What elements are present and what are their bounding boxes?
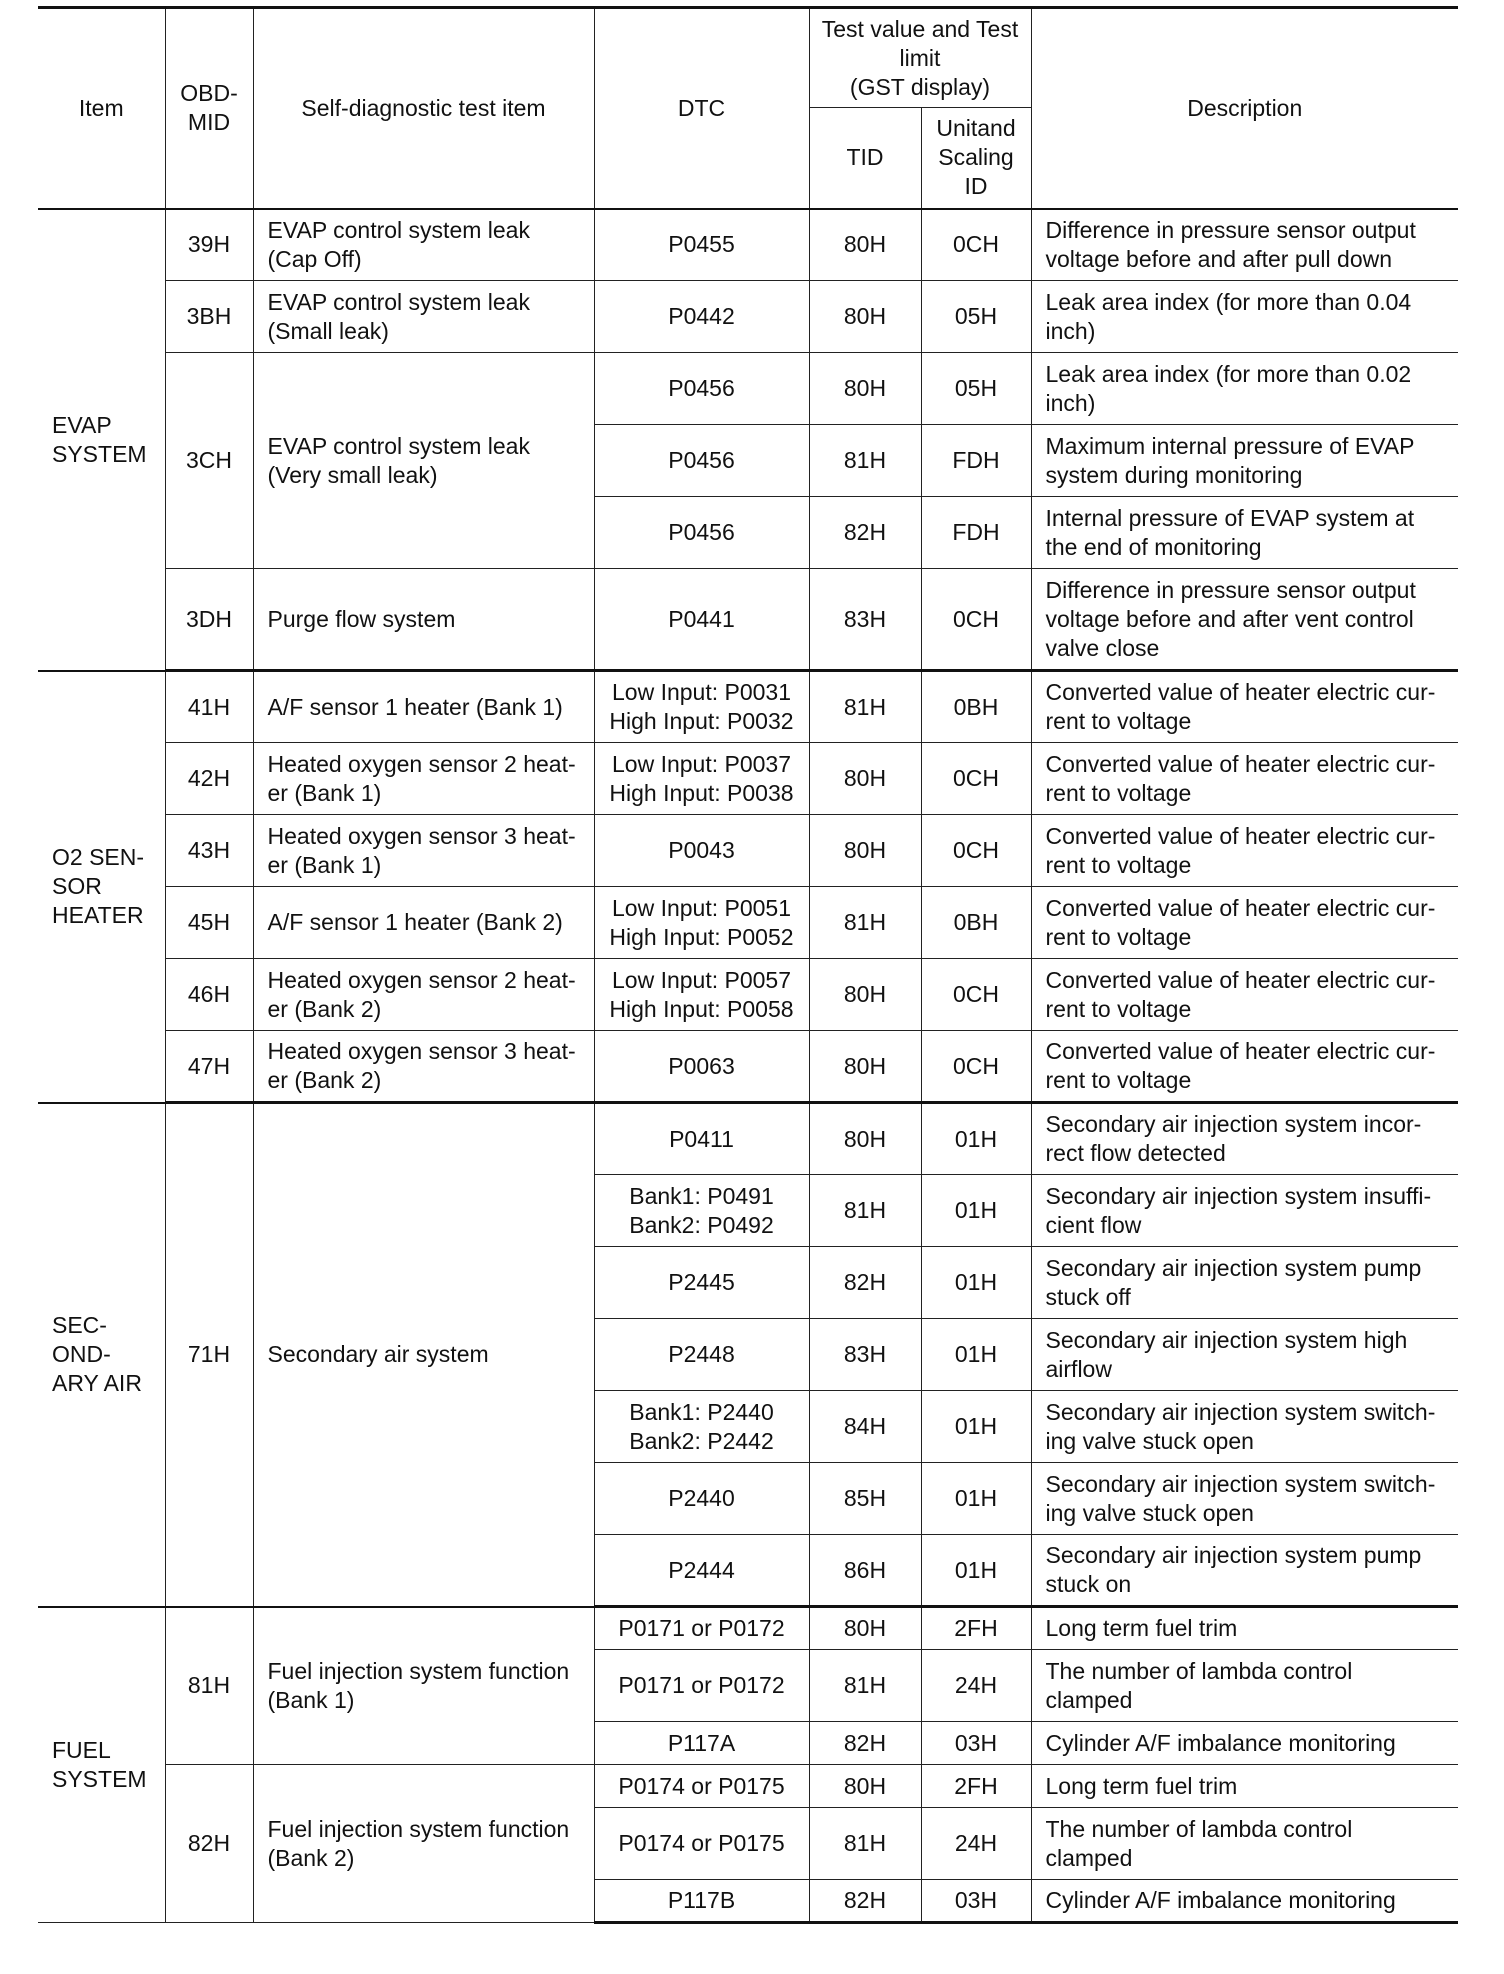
obd-mid-cell: 3CH — [165, 353, 253, 569]
dtc-cell: P2445 — [594, 1247, 809, 1319]
unit-scaling-id-cell: 0CH — [921, 569, 1031, 671]
description-cell: Secondary air injection system pump stuck on — [1031, 1535, 1458, 1607]
unit-scaling-id-cell: 01H — [921, 1535, 1031, 1607]
item-cell: SEC- OND- ARY AIR — [38, 1103, 165, 1607]
tid-cell: 83H — [809, 1319, 921, 1391]
tid-cell: 86H — [809, 1535, 921, 1607]
description-cell: Secondary air injection system pump stuck off — [1031, 1247, 1458, 1319]
unit-scaling-id-cell: 2FH — [921, 1765, 1031, 1808]
group-section — [38, 1103, 1458, 1607]
test-item-cell: Fuel injection system function (Bank 2) — [253, 1765, 594, 1923]
test-item-cell: Heated oxygen sensor 2 heat- er (Bank 1) — [253, 743, 594, 815]
dtc-cell: Low Input: P0051 High Input: P0052 — [594, 887, 809, 959]
description-cell: Difference in pressure sensor output voltage before and after pull down — [1031, 209, 1458, 281]
tid-cell: 80H — [809, 1103, 921, 1175]
obd-mid-table — [38, 6, 1458, 1924]
header-test-value: Test value and Test limit (GST display) — [809, 8, 1031, 108]
tid-cell: 80H — [809, 743, 921, 815]
description-cell: Secondary air injection system incor- rect flow detected — [1031, 1103, 1458, 1175]
dtc-cell: P0411 — [594, 1103, 809, 1175]
description-cell: Maximum internal pressure of EVAP system during monitoring — [1031, 425, 1458, 497]
unit-scaling-id-cell: 01H — [921, 1175, 1031, 1247]
tid-cell: 82H — [809, 1722, 921, 1765]
test-item-cell: EVAP control system leak (Cap Off) — [253, 209, 594, 281]
unit-scaling-id-cell: 0BH — [921, 671, 1031, 743]
obd-mid-cell: 47H — [165, 1031, 253, 1103]
dtc-cell: P0063 — [594, 1031, 809, 1103]
group-section — [38, 671, 1458, 1103]
description-cell: Long term fuel trim — [1031, 1607, 1458, 1650]
unit-scaling-id-cell: 0CH — [921, 743, 1031, 815]
test-item-cell: A/F sensor 1 heater (Bank 2) — [253, 887, 594, 959]
tid-cell: 81H — [809, 1650, 921, 1722]
table-row — [38, 281, 1458, 353]
tid-cell: 80H — [809, 1765, 921, 1808]
obd-mid-cell: 45H — [165, 887, 253, 959]
unit-scaling-id-cell: 05H — [921, 281, 1031, 353]
dtc-cell: P0456 — [594, 497, 809, 569]
table-row — [38, 959, 1458, 1031]
tid-cell: 80H — [809, 1031, 921, 1103]
dtc-cell: P0171 or P0172 — [594, 1650, 809, 1722]
obd-mid-cell: 46H — [165, 959, 253, 1031]
tid-cell: 81H — [809, 425, 921, 497]
obd-mid-cell: 82H — [165, 1765, 253, 1923]
unit-scaling-id-cell: 01H — [921, 1319, 1031, 1391]
tid-cell: 81H — [809, 1808, 921, 1880]
document-page — [38, 6, 1458, 1924]
dtc-cell: P117B — [594, 1880, 809, 1923]
table-row — [38, 815, 1458, 887]
description-cell: Cylinder A/F imbalance monitoring — [1031, 1880, 1458, 1923]
description-cell: Secondary air injection system insuffi- cient flow — [1031, 1175, 1458, 1247]
description-cell: Converted value of heater electric cur- rent to voltage — [1031, 743, 1458, 815]
test-item-cell: Heated oxygen sensor 3 heat- er (Bank 1) — [253, 815, 594, 887]
description-cell: Converted value of heater electric cur- rent to voltage — [1031, 887, 1458, 959]
dtc-cell: Low Input: P0037 High Input: P0038 — [594, 743, 809, 815]
dtc-cell: P0456 — [594, 353, 809, 425]
tid-cell: 80H — [809, 209, 921, 281]
dtc-cell: P0441 — [594, 569, 809, 671]
description-cell: Secondary air injection system switch- ing valve stuck open — [1031, 1391, 1458, 1463]
dtc-cell: P0455 — [594, 209, 809, 281]
header-self-diagnostic-test-item: Self-diagnostic test item — [253, 8, 594, 209]
header-obd-mid: OBD- MID — [165, 8, 253, 209]
unit-scaling-id-cell: 0CH — [921, 959, 1031, 1031]
unit-scaling-id-cell: 0CH — [921, 209, 1031, 281]
header-description: Description — [1031, 8, 1458, 209]
tid-cell: 81H — [809, 887, 921, 959]
table-row — [38, 671, 1458, 743]
test-item-cell: EVAP control system leak (Very small leak) — [253, 353, 594, 569]
description-cell: Long term fuel trim — [1031, 1765, 1458, 1808]
description-cell: Converted value of heater electric cur- rent to voltage — [1031, 1031, 1458, 1103]
obd-mid-cell: 3DH — [165, 569, 253, 671]
dtc-cell: P2444 — [594, 1535, 809, 1607]
test-item-cell: Purge flow system — [253, 569, 594, 671]
tid-cell: 80H — [809, 1607, 921, 1650]
unit-scaling-id-cell: 24H — [921, 1808, 1031, 1880]
description-cell: Converted value of heater electric cur- rent to voltage — [1031, 815, 1458, 887]
description-cell: Secondary air injection system switch- ing valve stuck open — [1031, 1463, 1458, 1535]
tid-cell: 85H — [809, 1463, 921, 1535]
description-cell: The number of lambda control clamped — [1031, 1650, 1458, 1722]
table-row — [38, 1607, 1458, 1650]
item-cell: EVAP SYSTEM — [38, 209, 165, 671]
table-row — [38, 1031, 1458, 1103]
table-row — [38, 569, 1458, 671]
dtc-cell: Bank1: P0491 Bank2: P0492 — [594, 1175, 809, 1247]
test-item-cell: Heated oxygen sensor 2 heat- er (Bank 2) — [253, 959, 594, 1031]
description-cell: Difference in pressure sensor output voltage before and after vent control valve close — [1031, 569, 1458, 671]
dtc-cell: P0456 — [594, 425, 809, 497]
test-item-cell: Heated oxygen sensor 3 heat- er (Bank 2) — [253, 1031, 594, 1103]
dtc-cell: P0174 or P0175 — [594, 1765, 809, 1808]
obd-mid-cell: 43H — [165, 815, 253, 887]
description-cell: Converted value of heater electric cur- rent to voltage — [1031, 671, 1458, 743]
obd-mid-cell: 81H — [165, 1607, 253, 1765]
dtc-cell: P117A — [594, 1722, 809, 1765]
description-cell: Leak area index (for more than 0.04 inch) — [1031, 281, 1458, 353]
tid-cell: 81H — [809, 671, 921, 743]
unit-scaling-id-cell: FDH — [921, 497, 1031, 569]
unit-scaling-id-cell: 0CH — [921, 815, 1031, 887]
dtc-cell: P0043 — [594, 815, 809, 887]
obd-mid-cell: 3BH — [165, 281, 253, 353]
header-tid: TID — [809, 108, 921, 209]
unit-scaling-id-cell: FDH — [921, 425, 1031, 497]
tid-cell: 80H — [809, 281, 921, 353]
tid-cell: 82H — [809, 1247, 921, 1319]
unit-scaling-id-cell: 01H — [921, 1247, 1031, 1319]
dtc-cell: Low Input: P0031 High Input: P0032 — [594, 671, 809, 743]
tid-cell: 80H — [809, 815, 921, 887]
test-item-cell: Secondary air system — [253, 1103, 594, 1607]
unit-scaling-id-cell: 01H — [921, 1463, 1031, 1535]
tid-cell: 82H — [809, 497, 921, 569]
test-item-cell: Fuel injection system function (Bank 1) — [253, 1607, 594, 1765]
description-cell: Leak area index (for more than 0.02 inch) — [1031, 353, 1458, 425]
tid-cell: 84H — [809, 1391, 921, 1463]
unit-scaling-id-cell: 0CH — [921, 1031, 1031, 1103]
tid-cell: 83H — [809, 569, 921, 671]
dtc-cell: P0171 or P0172 — [594, 1607, 809, 1650]
group-section — [38, 209, 1458, 671]
description-cell: The number of lambda control clamped — [1031, 1808, 1458, 1880]
table-row — [38, 209, 1458, 281]
tid-cell: 81H — [809, 1175, 921, 1247]
header-item: Item — [38, 8, 165, 209]
item-cell: O2 SEN- SOR HEATER — [38, 671, 165, 1103]
description-cell: Cylinder A/F imbalance monitoring — [1031, 1722, 1458, 1765]
tid-cell: 82H — [809, 1880, 921, 1923]
dtc-cell: P0174 or P0175 — [594, 1808, 809, 1880]
description-cell: Secondary air injection system high airflow — [1031, 1319, 1458, 1391]
dtc-cell: Low Input: P0057 High Input: P0058 — [594, 959, 809, 1031]
unit-scaling-id-cell: 01H — [921, 1391, 1031, 1463]
obd-mid-cell: 71H — [165, 1103, 253, 1607]
table-row — [38, 353, 1458, 425]
dtc-cell: P2448 — [594, 1319, 809, 1391]
obd-mid-cell: 42H — [165, 743, 253, 815]
tid-cell: 80H — [809, 959, 921, 1031]
unit-scaling-id-cell: 03H — [921, 1722, 1031, 1765]
table-header — [38, 8, 1458, 209]
unit-scaling-id-cell: 24H — [921, 1650, 1031, 1722]
obd-mid-cell: 39H — [165, 209, 253, 281]
dtc-cell: P2440 — [594, 1463, 809, 1535]
description-cell: Converted value of heater electric cur- rent to voltage — [1031, 959, 1458, 1031]
header-unit-scaling-id: Unitand Scaling ID — [921, 108, 1031, 209]
header-dtc: DTC — [594, 8, 809, 209]
description-cell: Internal pressure of EVAP system at the end of monitoring — [1031, 497, 1458, 569]
table-row — [38, 1103, 1458, 1175]
unit-scaling-id-cell: 2FH — [921, 1607, 1031, 1650]
obd-mid-cell: 41H — [165, 671, 253, 743]
unit-scaling-id-cell: 03H — [921, 1880, 1031, 1923]
table-row — [38, 743, 1458, 815]
table-row — [38, 1765, 1458, 1808]
table-row — [38, 887, 1458, 959]
unit-scaling-id-cell: 0BH — [921, 887, 1031, 959]
tid-cell: 80H — [809, 353, 921, 425]
unit-scaling-id-cell: 01H — [921, 1103, 1031, 1175]
group-section — [38, 1607, 1458, 1923]
test-item-cell: EVAP control system leak (Small leak) — [253, 281, 594, 353]
dtc-cell: Bank1: P2440 Bank2: P2442 — [594, 1391, 809, 1463]
test-item-cell: A/F sensor 1 heater (Bank 1) — [253, 671, 594, 743]
dtc-cell: P0442 — [594, 281, 809, 353]
item-cell: FUEL SYSTEM — [38, 1607, 165, 1923]
unit-scaling-id-cell: 05H — [921, 353, 1031, 425]
